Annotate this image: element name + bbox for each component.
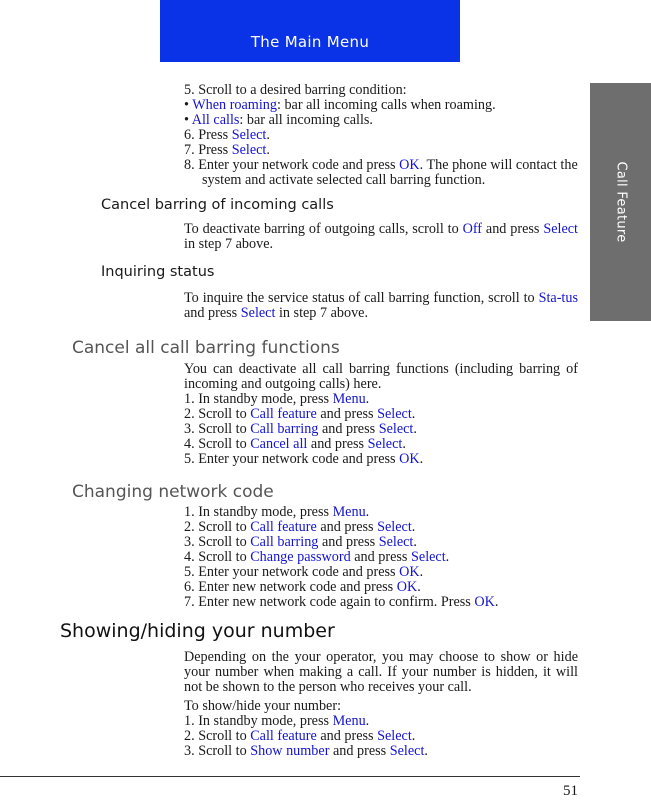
step-text: and press xyxy=(318,421,379,437)
step-text: . xyxy=(365,504,370,520)
keyword-off: Off xyxy=(462,221,483,237)
page-number: 51 xyxy=(563,783,578,799)
keyword-select: Select xyxy=(389,743,425,759)
step-6 xyxy=(184,580,578,595)
step-3 xyxy=(184,422,578,437)
heading-changing: Changing network code xyxy=(72,482,274,502)
step-text: 3. Scroll to xyxy=(184,421,251,437)
step-text: . xyxy=(365,713,370,729)
step-text: 5. Enter your network code and press xyxy=(184,564,400,580)
step-text: and press xyxy=(316,406,378,422)
bullet: • xyxy=(184,97,193,113)
step-text: 1. In standby mode, press xyxy=(184,504,333,520)
step-7 xyxy=(184,595,578,610)
text: in step 7 above. xyxy=(184,236,274,252)
step-text: and press xyxy=(318,534,379,550)
step-text: 6. Enter new network code and press xyxy=(184,579,397,595)
keyword-select: Select xyxy=(377,519,412,535)
step-1 xyxy=(184,714,578,729)
step-text: 2. Scroll to xyxy=(184,406,251,422)
header-title: The Main Menu xyxy=(250,33,370,51)
keyword-when-roaming: When roaming xyxy=(192,97,277,113)
bullet: • xyxy=(184,112,192,128)
step-text: and press xyxy=(350,549,411,565)
step-text: 2. Scroll to xyxy=(184,728,251,744)
keyword-select: Select xyxy=(377,728,412,744)
keyword-select: Select xyxy=(377,406,412,422)
step-text: and press xyxy=(307,436,368,452)
step-text: 1. In standby mode, press xyxy=(184,391,333,407)
bullet-text: : bar all incoming calls. xyxy=(239,112,373,128)
step-6 xyxy=(184,128,578,143)
paragraph xyxy=(184,222,578,252)
keyword-select: Select xyxy=(240,305,276,321)
text: and press xyxy=(482,221,544,237)
step-text: . xyxy=(417,579,421,595)
keyword-select: Select xyxy=(378,421,414,437)
step-2 xyxy=(184,407,578,422)
step-4 xyxy=(184,550,578,565)
step-text: and press xyxy=(316,519,378,535)
lead: To show/hide your number: xyxy=(184,698,342,714)
step-text: . xyxy=(413,534,417,550)
step-2 xyxy=(184,520,578,535)
paragraph: You can deactivate all call barring functions (including barring of incoming and outgoing calls) here. xyxy=(184,361,578,392)
step-text: 6. Press xyxy=(184,127,232,143)
step-text: and press xyxy=(329,743,390,759)
step-text: . xyxy=(445,549,450,565)
text: To inquire the service status of call barring function, scroll to xyxy=(184,290,539,306)
step-8 xyxy=(184,158,578,188)
keyword-change-password: Change password xyxy=(250,549,351,565)
step-1 xyxy=(184,505,578,520)
heading-showing: Showing/hiding your number xyxy=(60,620,335,642)
header-tab xyxy=(160,0,460,62)
showing-text xyxy=(184,650,578,759)
text: in step 7 above. xyxy=(275,305,369,321)
step-text: . xyxy=(266,142,270,158)
side-tab xyxy=(590,83,651,321)
keyword-select: Select xyxy=(367,436,403,452)
bullet-all-calls xyxy=(184,113,578,128)
keyword-call-barring: Call barring xyxy=(250,421,319,437)
cancel-all-text xyxy=(184,362,578,467)
step-text: and press xyxy=(316,728,378,744)
footer-rule xyxy=(0,776,580,777)
keyword-ok: OK xyxy=(399,564,420,580)
step-text: 8. Enter your network code and press xyxy=(184,157,400,173)
side-tab-label: Call Feature xyxy=(613,161,628,243)
keyword-select: Select xyxy=(378,534,414,550)
step-text: 7. Enter new network code again to confirm. Press xyxy=(184,594,475,610)
step-text: . xyxy=(411,406,416,422)
step-text: . xyxy=(365,391,370,407)
step-text: . xyxy=(413,421,417,437)
step-5 xyxy=(184,452,578,467)
step-7 xyxy=(184,143,578,158)
keyword-ok: OK xyxy=(399,451,420,467)
step-text: 4. Scroll to xyxy=(184,436,251,452)
keyword-cancel-all: Cancel all xyxy=(250,436,308,452)
step-text: . xyxy=(402,436,406,452)
cancel-incoming-text xyxy=(184,222,578,252)
step-text: . xyxy=(266,127,270,143)
step-text: . xyxy=(419,564,424,580)
paragraph: Depending on the your operator, you may choose to show or hide your number when making a call. If your number is hidden, it will not be shown to the person who receives your call. xyxy=(184,649,578,695)
step-text: 5. Enter your network code and press xyxy=(184,451,400,467)
step-text: . xyxy=(411,519,416,535)
step-text: 3. Scroll to xyxy=(184,743,251,759)
inquiring-text xyxy=(184,291,578,321)
step-text: 3. Scroll to xyxy=(184,534,251,550)
keyword-menu: Menu xyxy=(332,504,366,520)
keyword-ok: OK xyxy=(399,157,420,173)
step-3 xyxy=(184,744,578,759)
step-4 xyxy=(184,437,578,452)
heading-inquiring: Inquiring status xyxy=(101,264,215,280)
paragraph xyxy=(184,291,578,321)
step-text: 4. Scroll to xyxy=(184,549,251,565)
step-text: . xyxy=(411,728,416,744)
step-5 xyxy=(184,565,578,580)
bullet-text: : bar all incoming calls when roaming. xyxy=(276,97,496,113)
keyword-call-feature: Call feature xyxy=(250,406,317,422)
intro-steps xyxy=(184,83,578,188)
keyword-all-calls: All calls xyxy=(191,112,240,128)
step-text: . xyxy=(419,451,424,467)
heading-cancel-all: Cancel all call barring functions xyxy=(72,338,340,358)
text: and press xyxy=(184,305,241,321)
keyword-select: Select xyxy=(231,127,267,143)
step-text: 5. Scroll to a desired barring condition: xyxy=(184,82,407,98)
step-text: 7. Press xyxy=(184,142,232,158)
keyword-call-feature: Call feature xyxy=(250,519,317,535)
keyword-menu: Menu xyxy=(332,391,366,407)
step-text: . The phone will contact the system and activate selected call barring function. xyxy=(202,157,578,188)
keyword-call-feature: Call feature xyxy=(250,728,317,744)
keyword-select: Select xyxy=(231,142,267,158)
heading-cancel-incoming: Cancel barring of incoming calls xyxy=(101,197,334,213)
keyword-menu: Menu xyxy=(332,713,366,729)
step-1 xyxy=(184,392,578,407)
step-5 xyxy=(184,83,578,98)
step-text: 2. Scroll to xyxy=(184,519,251,535)
step-text: 1. In standby mode, press xyxy=(184,713,333,729)
keyword-ok: OK xyxy=(396,579,418,595)
step-3 xyxy=(184,535,578,550)
bullet-when-roaming xyxy=(184,98,578,113)
step-2 xyxy=(184,729,578,744)
keyword-call-barring: Call barring xyxy=(250,534,319,550)
step-text: . xyxy=(424,743,428,759)
keyword-select: Select xyxy=(411,549,446,565)
text: To deactivate barring of outgoing calls, scroll to xyxy=(184,221,463,237)
keyword-status: Sta-tus xyxy=(538,290,578,306)
keyword-ok: OK xyxy=(474,594,495,610)
keyword-select: Select xyxy=(543,221,578,237)
changing-text xyxy=(184,505,578,610)
step-text: . xyxy=(494,594,499,610)
keyword-show-number: Show number xyxy=(250,743,330,759)
